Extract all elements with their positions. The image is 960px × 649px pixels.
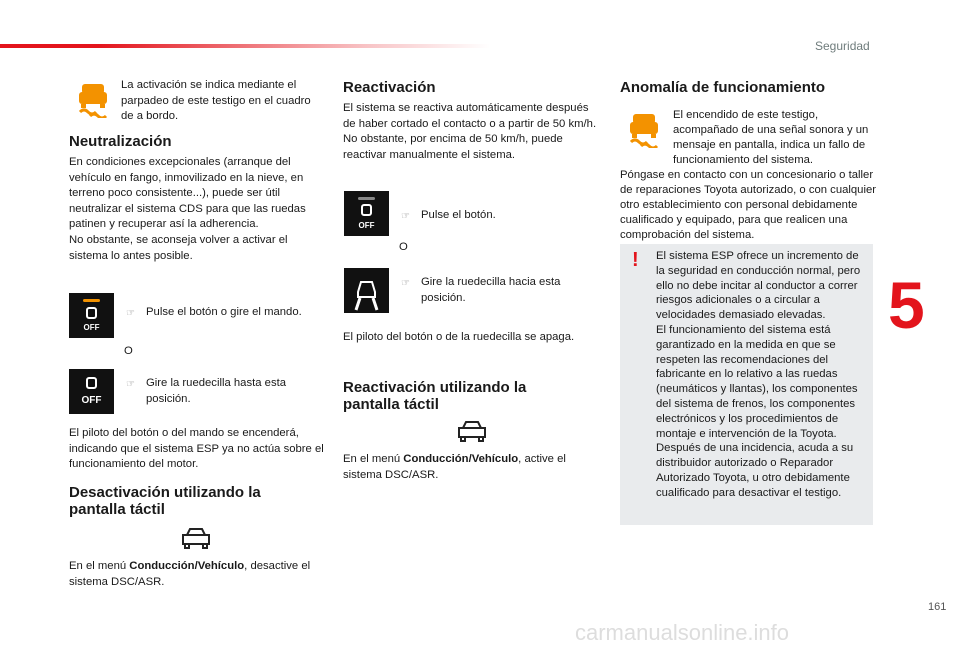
hand-bullet-icon: ☞ <box>126 379 135 390</box>
middle-text2: No obstante, por encima de 50 km/h, puede reactivar manualmente el sistema. <box>343 133 563 161</box>
left-or: O <box>124 345 133 357</box>
esp-on-dial-icon <box>344 268 389 313</box>
hand-bullet-icon: ☞ <box>401 211 410 222</box>
middle-step2: Gire la ruedecilla hacia esta posición. <box>421 276 561 304</box>
esp-off-button-icon: OFF <box>69 293 114 338</box>
middle-step1: Pulse el botón. <box>421 209 496 221</box>
header-bar <box>0 44 490 48</box>
section-label: Seguridad <box>815 39 870 53</box>
right-text: El encendido de este testigo, acompañado de una señal sonora y un mensaje en pantalla, indica un fallo de funcionamiento del sistema. <box>673 109 869 166</box>
chapter-number: 5 <box>888 268 925 342</box>
middle-title: Reactivación <box>343 79 436 96</box>
middle-or: O <box>399 241 408 253</box>
exclamation-icon: ! <box>632 249 639 271</box>
middle-screen-title: Reactivación utilizando la pantalla táctil <box>343 379 527 413</box>
esp-off-dial-icon: OFF <box>69 369 114 414</box>
intro-text: La activación se indica mediante el parpadeo de este testigo en el cuadro de a bordo. <box>121 79 311 123</box>
left-screen-title: Desactivación utilizando la pantalla táctil <box>69 484 261 518</box>
right-text2: Póngase en contacto con un concesionario o taller de reparaciones Toyota autorizado, o con cualquier otro establecimiento con personal debidamente cualificado y equipado, para que realicen una comprobación del sistema. <box>620 169 877 241</box>
left-step1: Pulse el botón o gire el mando. <box>146 306 302 318</box>
skid-warning-icon <box>76 82 110 118</box>
note-text: El sistema ESP ofrece un incremento de la seguridad en conducción normal, pero ello no debe incitar al conductor a correr riesgos adicionales o a circular a velocidades demasiado elevadas. <box>656 250 861 322</box>
hand-bullet-icon: ☞ <box>126 308 135 319</box>
neutral-body <box>69 155 327 264</box>
neutral-text2: No obstante, se aconseja volver a activar el sistema lo antes posible. <box>69 233 288 262</box>
middle-body <box>343 101 603 163</box>
page-number: 161 <box>928 601 947 613</box>
left-result: El piloto del botón o del mando se encenderá, indicando que el sistema ESP ya no actúa sobre el funcionamiento del motor. <box>69 427 324 471</box>
note-text2: El funcionamiento del sistema está garantizado en la medida en que se respeten las recomendaciones del fabricante en lo relativo a las ruedas (neumáticos y llantas), los componentes del sistema de frenos, los componentes electrónicos y los procedimientos de montaje e intervención de la Toyota. Después de una incidencia, acuda a su distribuidor autorizado o Reparador Autorizado Toyota, u otro debidamente cualificado para desactivar el testigo. <box>656 323 858 499</box>
left-step2: Gire la ruedecilla hasta esta posición. <box>146 377 287 405</box>
note-body <box>656 249 870 501</box>
neutral-title: Neutralización <box>69 133 172 150</box>
car-icon <box>181 527 211 549</box>
right-title: Anomalía de funcionamiento <box>620 79 826 96</box>
middle-text: El sistema se reactiva automáticamente después de haber cortado el contacto o a partir de 50 km/h. <box>343 102 597 130</box>
middle-screen-text: En el menú Conducción/Vehículo, active el sistema DSC/ASR. <box>343 453 566 481</box>
hand-bullet-icon: ☞ <box>401 278 410 289</box>
watermark: carmanualsonline.info <box>575 620 790 645</box>
middle-result: El piloto del botón o de la ruedecilla se apaga. <box>343 331 575 343</box>
right-body <box>620 108 878 243</box>
car-icon <box>457 420 487 442</box>
neutral-text: En condiciones excepcionales (arranque del vehículo en fango, inmovilizado en la nieve, en terreno poco consistente...), puede ser útil neutralizar el sistema CDS para que las ruedas patinen y recuperar así la adherencia. <box>69 156 306 231</box>
left-screen-text: En el menú Conducción/Vehículo, desactive el sistema DSC/ASR. <box>69 560 311 588</box>
warning-note <box>620 244 873 525</box>
esp-button-icon: OFF <box>344 191 389 236</box>
